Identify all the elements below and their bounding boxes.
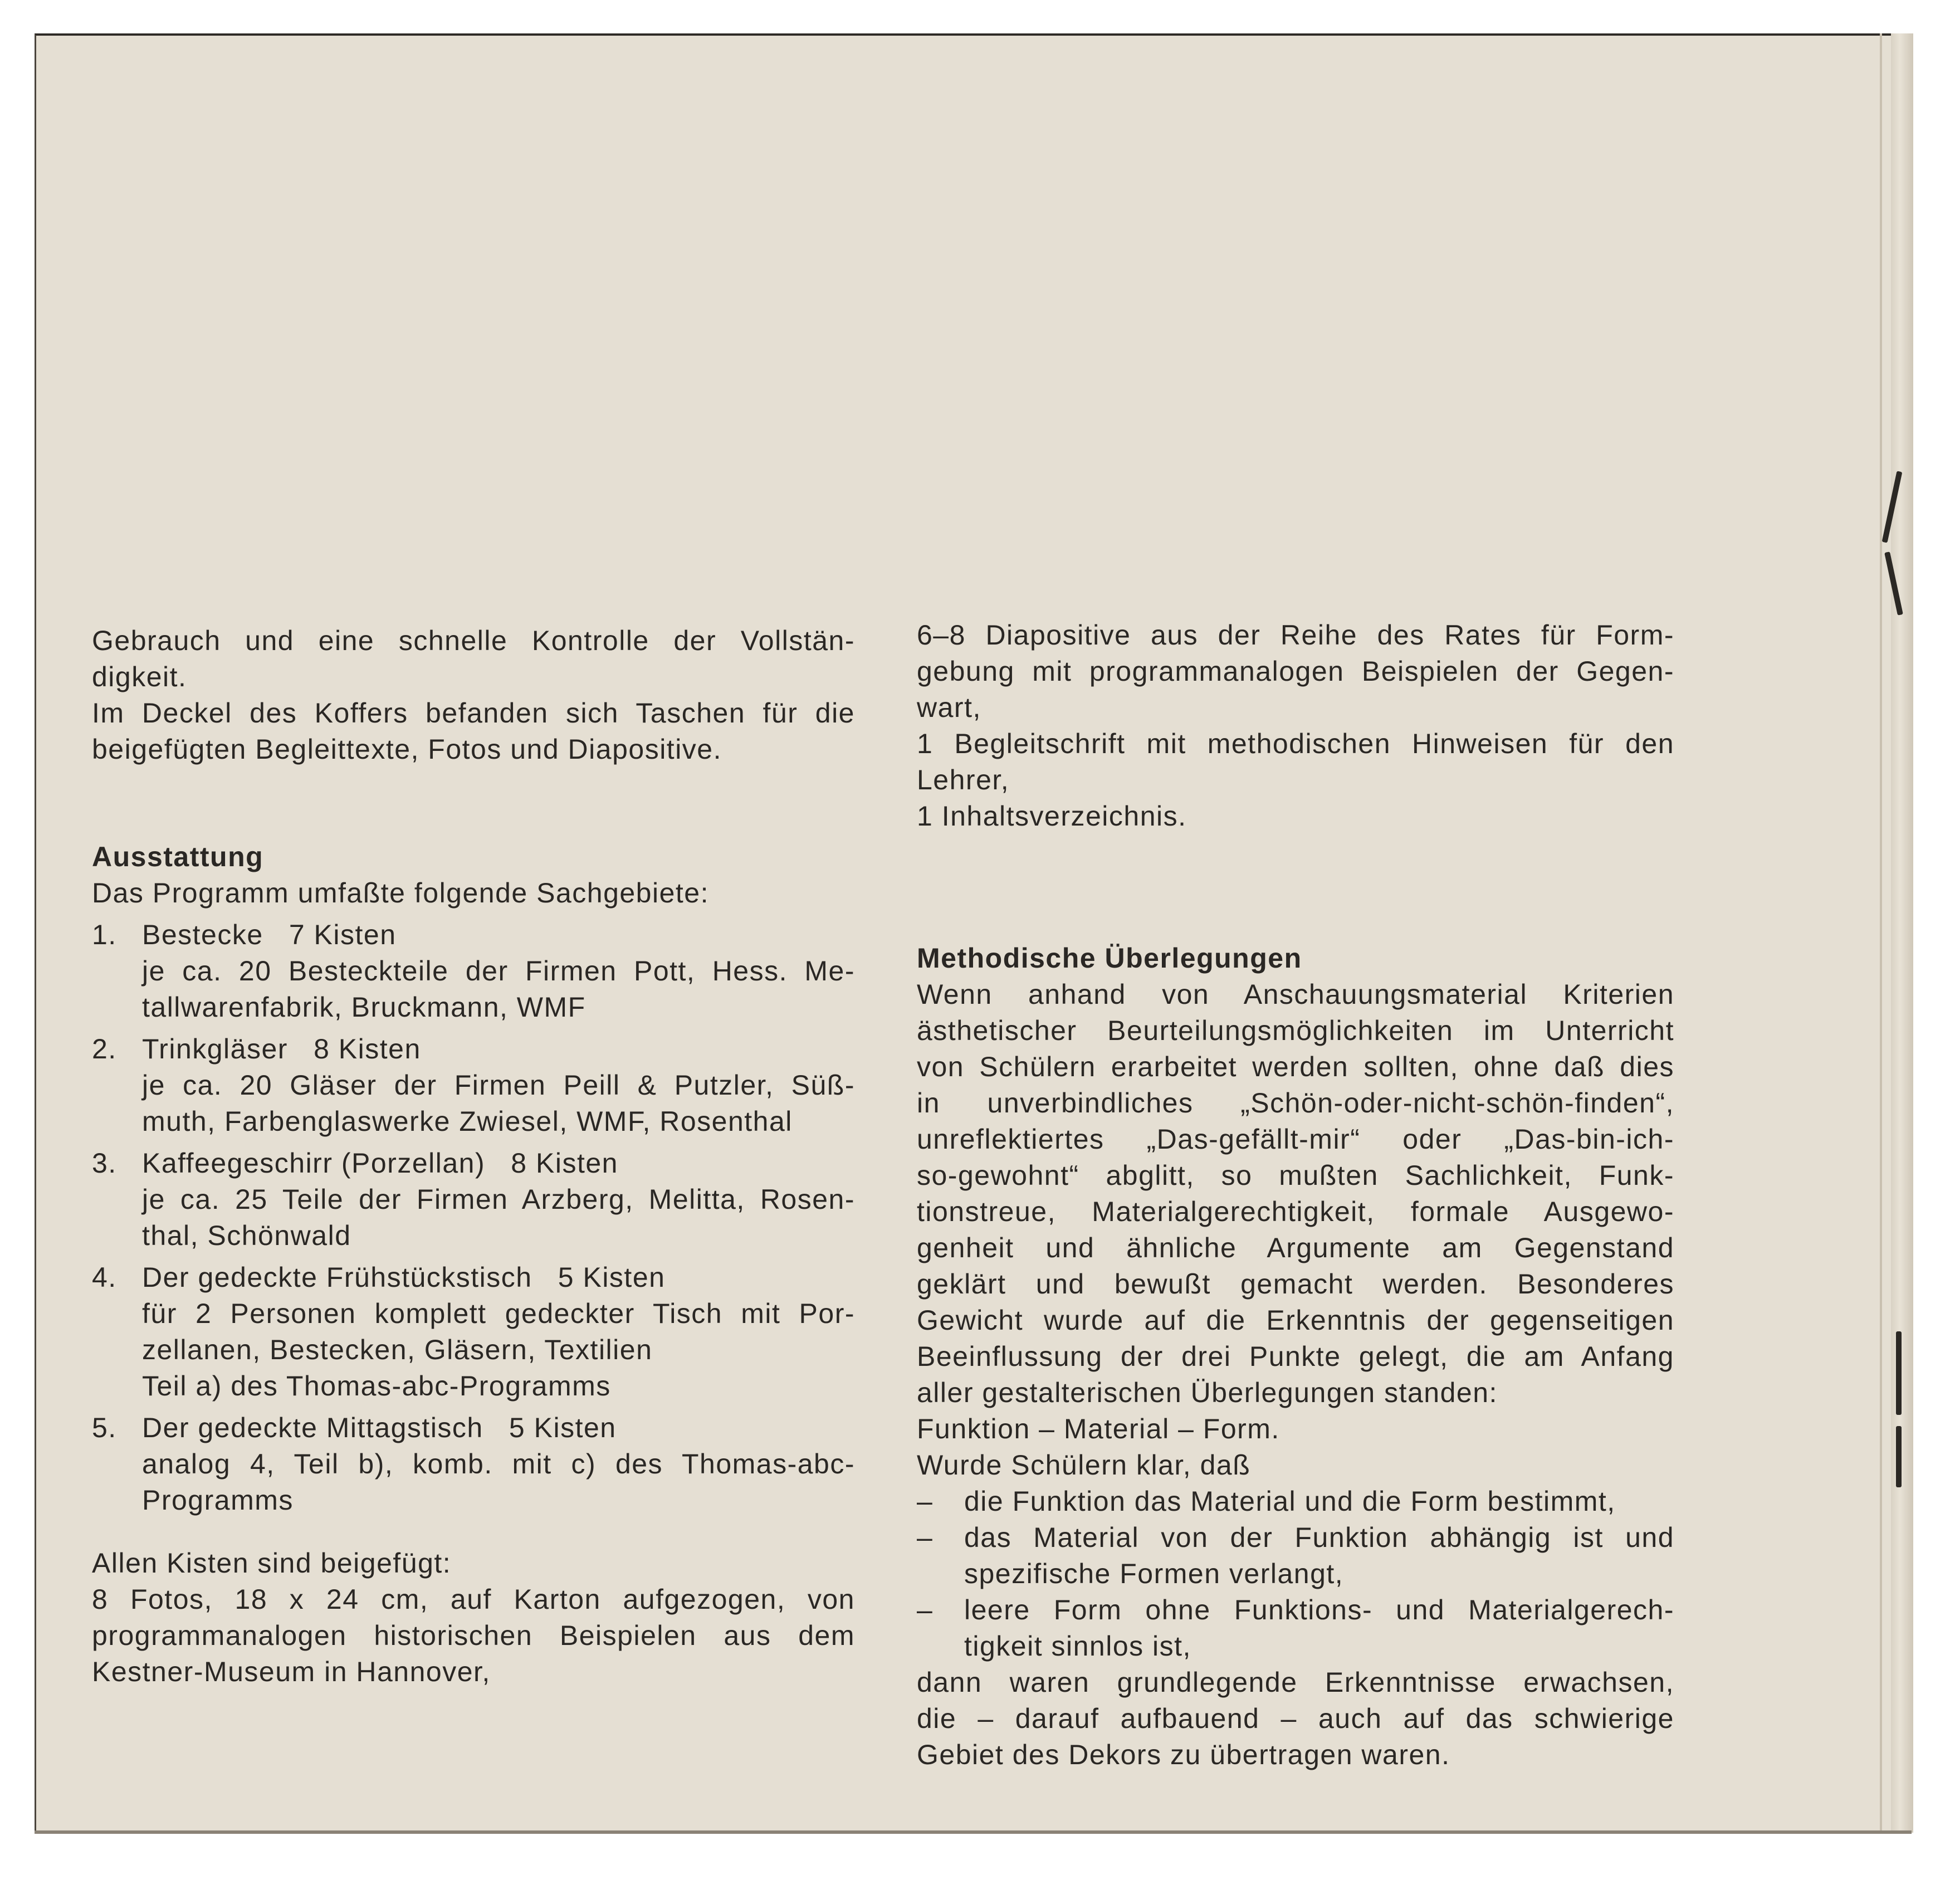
methodology-paragraph [917,977,1674,1483]
text-line: Funktion – Material – Form. [917,1413,1280,1444]
text-line: analog 4, Teil b), komb. mit c) des Thomas-abc- [142,1448,855,1480]
text-line: von Schülern erarbeitet werden sollten, ohne daß dies [917,1051,1674,1082]
list-title: Kaffeegeschirr (Porzellan) 8 Kisten [142,1148,618,1179]
text-line: Im Deckel des Koffers befanden sich Taschen für die [92,697,855,729]
text-line: für 2 Personen komplett gedeckter Tisch mit Por- [142,1298,855,1329]
dash-marker: – [917,1594,934,1625]
text-line: 6–8 Diapositive aus der Reihe des Rates für Form- [917,619,1674,651]
dash-marker: – [917,1522,934,1553]
list-title: Bestecke 7 Kisten [142,919,397,950]
list-number: 2. [92,1033,117,1065]
text-line: aller gestalterischen Überlegungen standen: [917,1377,1498,1408]
closing-paragraph [917,1664,1674,1773]
text-line: ästhetischer Beurteilungsmöglichkeiten im Unterricht [917,1015,1674,1046]
list-number: 1. [92,919,117,950]
text-line: Programms [142,1485,294,1516]
list-item [92,917,855,1026]
text-line: tigkeit sinnlos ist, [964,1630,1191,1662]
text-line: Kestner-Museum in Hannover, [92,1656,491,1687]
page-bottom-shadow [35,1830,1912,1834]
text-line: spezifische Formen verlangt, [964,1558,1344,1589]
text-line: 1 Inhaltsverzeichnis. [917,800,1187,832]
list-number: 5. [92,1412,117,1443]
text-line: je ca. 25 Teile der Firmen Arzberg, Melitta, Rosen- [142,1184,855,1215]
right-column [917,617,1674,1773]
text-line: 8 Fotos, 18 x 24 cm, auf Karton aufgezogen, von [92,1584,855,1615]
dash-list-item [917,1483,1674,1520]
text-line: geklärt und bewußt gemacht werden. Besonderes [917,1268,1674,1300]
text-line: tallwarenfabrik, Bruckmann, WMF [142,992,586,1023]
intro-paragraph [92,623,855,768]
text-line: beigefügten Begleittexte, Fotos und Diapositive. [92,734,722,765]
list-title: Der gedeckte Mittagstisch 5 Kisten [142,1412,617,1443]
text-line: Wenn anhand von Anschauungsmaterial Kriterien [917,979,1674,1010]
materials-list [917,617,1674,834]
text-line: dann waren grundlegende Erkenntnisse erwachsen, [917,1667,1674,1698]
text-line: in unverbindliches „Schön-oder-nicht-schön-finden“, [917,1087,1674,1119]
text-line: Gebiet des Dekors zu übertragen waren. [917,1739,1450,1770]
section-heading-methodische-ueberlegungen: Methodische Überlegungen [917,943,1302,974]
text-line: die – darauf aufbauend – auch auf das schwierige [917,1703,1674,1734]
text-line: das Material von der Funktion abhängig ist und [964,1522,1674,1553]
text-line: unreflektiertes „Das-gefällt-mir“ oder „Das-bin-ich- [917,1124,1674,1155]
list-number: 4. [92,1262,117,1293]
dash-marker: – [917,1486,934,1517]
text-line: wart, [917,692,981,723]
text-line: genheit und ähnliche Argumente am Gegenstand [917,1232,1674,1263]
list-title: Trinkgläser 8 Kisten [142,1033,421,1065]
page-edge [1891,33,1913,1833]
list-item [92,1259,855,1404]
staple-bottom-lower [1896,1426,1902,1487]
left-column [92,623,855,1690]
text-line: Teil a) des Thomas-abc-Programms [142,1370,611,1402]
text-line: digkeit. [92,661,187,692]
list-item [92,1031,855,1140]
list-title: Der gedeckte Frühstückstisch 5 Kisten [142,1262,666,1293]
text-line: tionstreue, Materialgerechtigkeit, formale Ausgewo- [917,1196,1674,1227]
dash-list-item [917,1520,1674,1592]
attached-intro: Allen Kisten sind beigefügt: [92,1547,452,1579]
text-line: die Funktion das Material und die Form bestimmt, [964,1486,1616,1517]
text-line: so-gewohnt“ abglitt, so mußten Sachlichkeit, Funk- [917,1160,1674,1191]
staple-bottom [1896,1331,1902,1415]
text-line: programmanalogen historischen Beispielen aus dem [92,1620,855,1651]
text-line: gebung mit programmanalogen Beispielen der Gegen- [917,656,1674,687]
dash-list-item [917,1592,1674,1664]
text-line: Lehrer, [917,764,1010,795]
list-item [92,1410,855,1519]
text-line: leere Form ohne Funktions- und Materialgerech- [964,1594,1674,1625]
list-item [92,1145,855,1254]
text-line: Beeinflussung der drei Punkte gelegt, die am Anfang [917,1341,1674,1372]
text-line: je ca. 20 Besteckteile der Firmen Pott, Hess. Me- [142,955,855,987]
binding-fold [1880,33,1882,1832]
text-line: je ca. 20 Gläser der Firmen Peill & Putzler, Süß- [142,1070,855,1101]
text-line: Wurde Schülern klar, daß [917,1449,1251,1481]
section-heading-ausstattung: Ausstattung [92,841,264,872]
text-line: Gebrauch und eine schnelle Kontrolle der Vollstän- [92,625,855,656]
list-number: 3. [92,1148,117,1179]
text-line: thal, Schönwald [142,1220,351,1251]
section-subheading: Das Programm umfaßte folgende Sachgebiete: [92,877,709,909]
text-line: zellanen, Bestecken, Gläsern, Textilien [142,1334,653,1365]
text-line: muth, Farbenglaswerke Zwiesel, WMF, Rosenthal [142,1106,793,1137]
text-line: 1 Begleitschrift mit methodischen Hinweisen für den [917,728,1674,759]
text-line: Gewicht wurde auf die Erkenntnis der gegenseitigen [917,1305,1674,1336]
